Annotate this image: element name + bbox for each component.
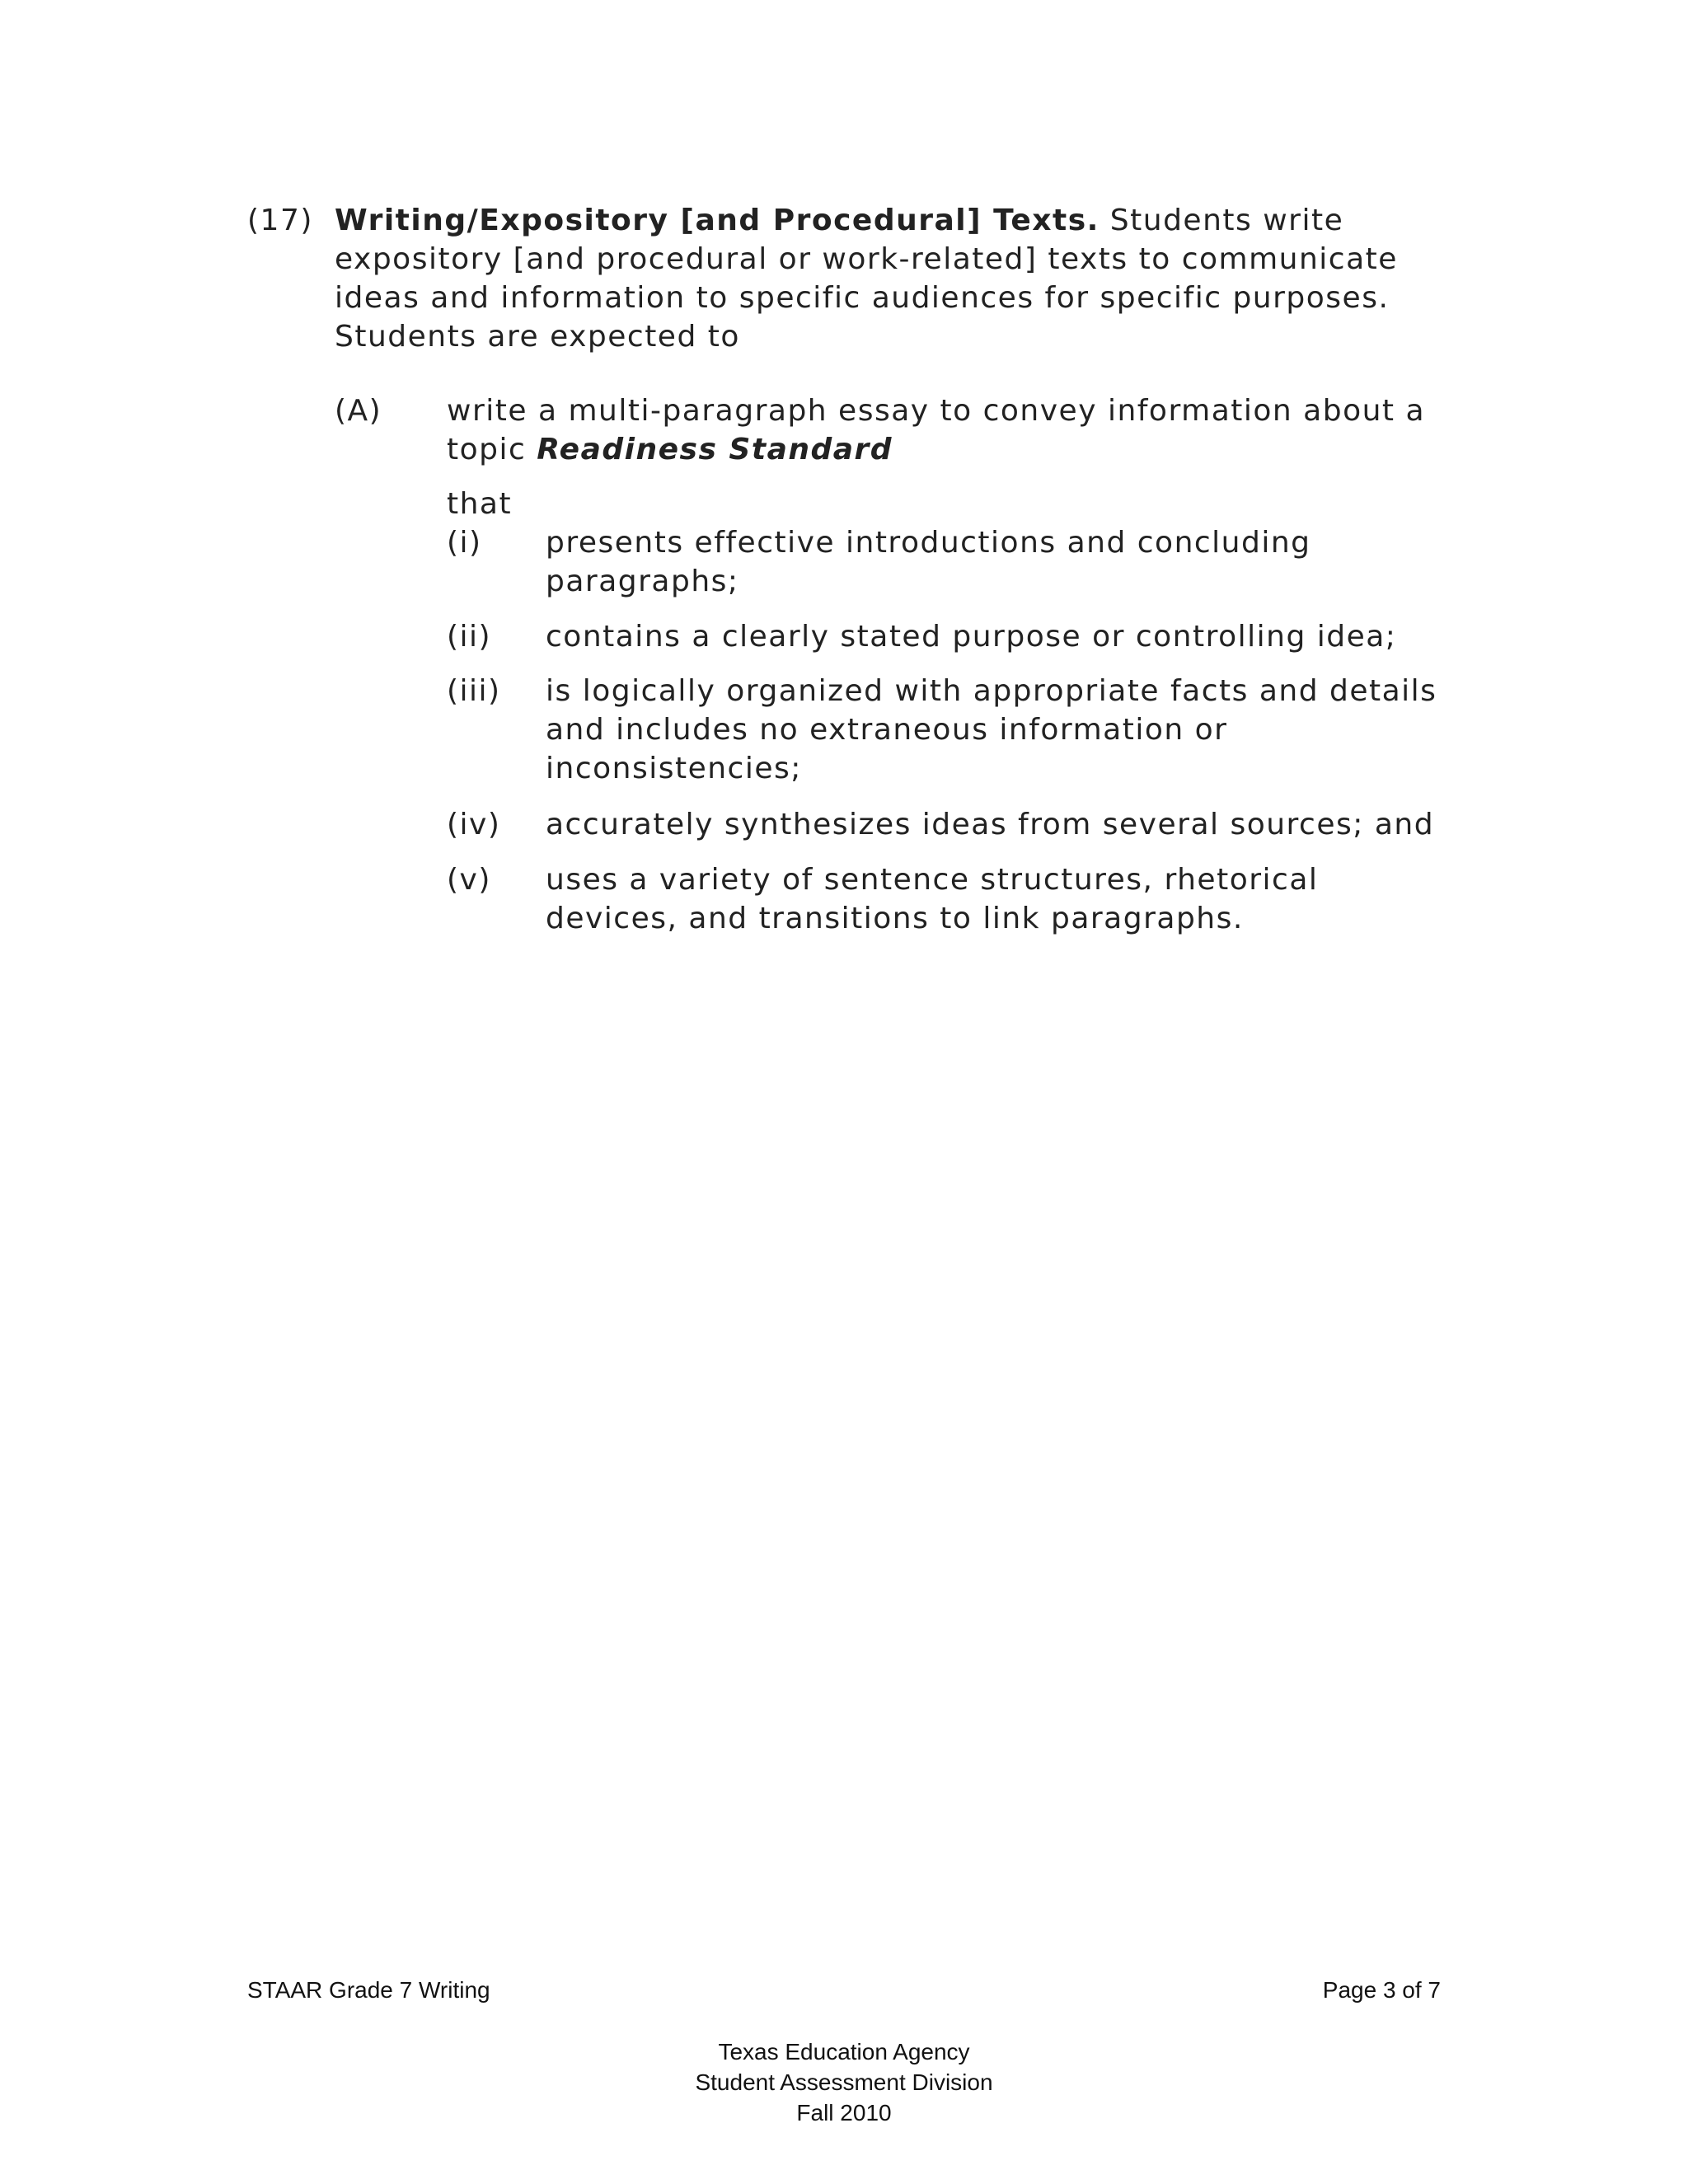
subitem-text: accurately synthesizes ideas from several sources; and bbox=[546, 808, 1435, 841]
footer-left: STAAR Grade 7 Writing bbox=[247, 1977, 490, 2003]
subitem-text: presents effective introductions and concluding bbox=[546, 526, 1311, 560]
standard-title: Writing/Expository [and Procedural] Texts. bbox=[335, 204, 1100, 237]
subitem-label: (ii) bbox=[447, 620, 492, 654]
footer-date: Fall 2010 bbox=[796, 2100, 892, 2125]
subitem-text: paragraphs; bbox=[546, 565, 739, 598]
standard-number: (17) bbox=[247, 204, 313, 237]
subitem-text: is logically organized with appropriate facts and details bbox=[546, 674, 1437, 708]
subitem-label: (i) bbox=[447, 526, 482, 560]
item-a-line bbox=[447, 435, 893, 465]
standard-intro-line: expository [and procedural or work-related] texts to communicate bbox=[335, 242, 1398, 276]
subitem-label: (v) bbox=[447, 863, 491, 897]
subitem-text: and includes no extraneous information or bbox=[546, 713, 1228, 747]
item-a-that: that bbox=[447, 487, 513, 521]
subitem-label: (iii) bbox=[447, 674, 501, 708]
standard-intro-line: ideas and information to specific audiences for specific purposes. bbox=[335, 281, 1390, 315]
footer-page-number: Page 3 of 7 bbox=[1322, 1977, 1441, 2003]
standard-intro-first: Students write bbox=[1109, 204, 1344, 237]
subitem-text: inconsistencies; bbox=[546, 752, 802, 785]
readiness-standard-label: Readiness Standard bbox=[537, 433, 893, 466]
footer-agency: Texas Education Agency bbox=[718, 2039, 970, 2064]
standard-intro-line: Students are expected to bbox=[335, 320, 740, 354]
item-a-label: (A) bbox=[335, 394, 382, 428]
standard-heading-line bbox=[335, 206, 1343, 236]
subitem-text: contains a clearly stated purpose or controlling idea; bbox=[546, 620, 1397, 654]
item-a-topic: topic bbox=[447, 433, 527, 466]
subitem-text: devices, and transitions to link paragraphs. bbox=[546, 902, 1244, 935]
subitem-text: uses a variety of sentence structures, rhetorical bbox=[546, 863, 1319, 897]
item-a-line: write a multi-paragraph essay to convey information about a bbox=[447, 394, 1426, 428]
subitem-label: (iv) bbox=[447, 808, 501, 841]
footer-division: Student Assessment Division bbox=[695, 2069, 993, 2095]
